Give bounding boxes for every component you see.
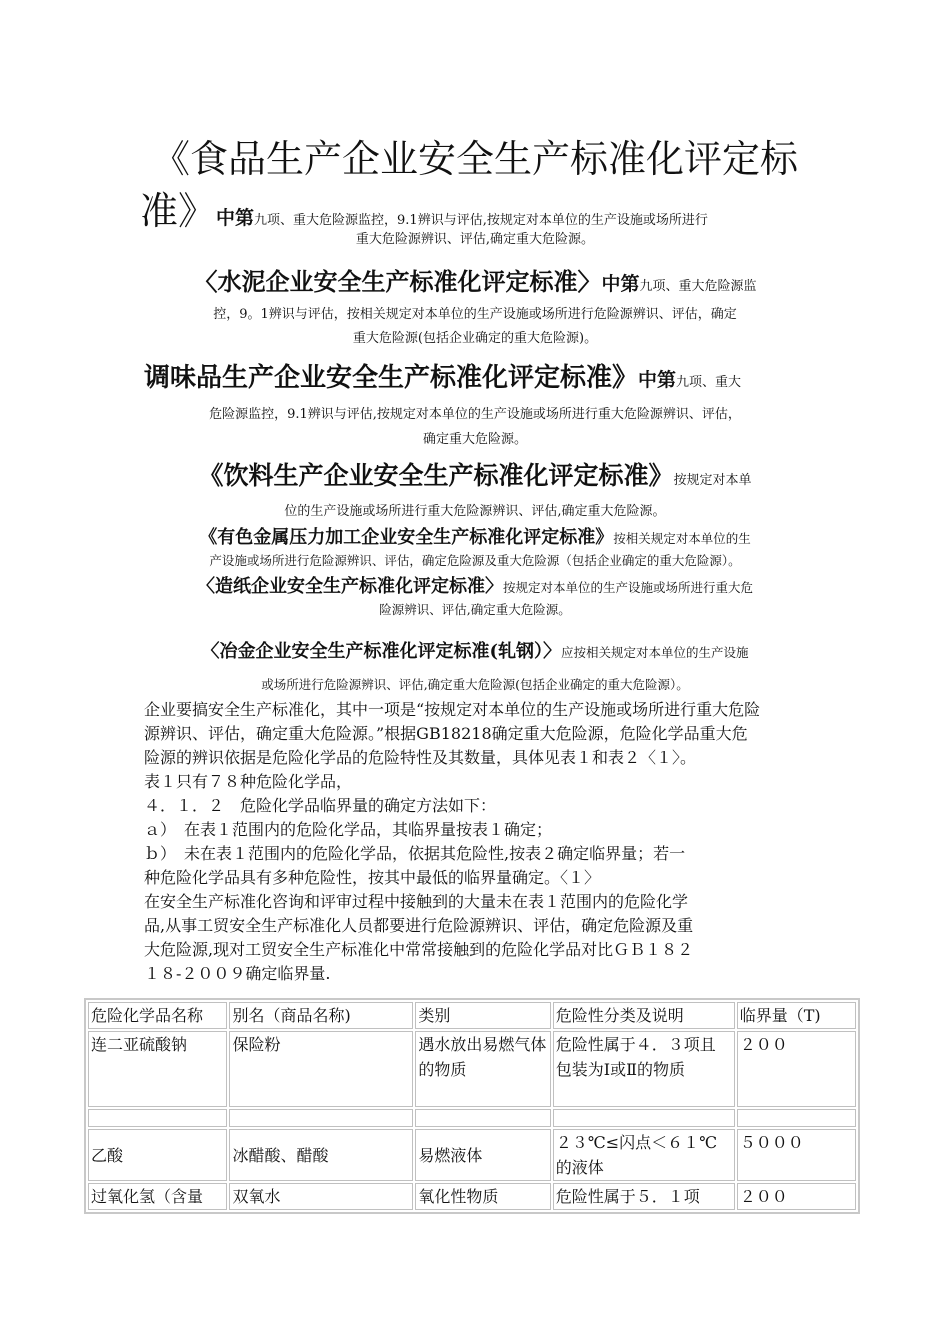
- table-cell: ５０００: [737, 1129, 856, 1181]
- table-cell: 危险性属于５．１项: [553, 1183, 735, 1210]
- title-text: 《食品生产企业安全生产标准化评定标: [151, 137, 798, 178]
- p6-line-1: [140, 572, 810, 598]
- p2-line-1: [140, 262, 810, 296]
- body-line: １８-２００９确定临界量.: [144, 964, 331, 983]
- p4-line-2-text: 位的生产设施或场所进行重大危险源辨识、评估,确定重大危险源。: [284, 504, 666, 519]
- p5-line-1: [140, 523, 810, 549]
- p3-line-2-text: 危险源监控，9.1辨识与评估,按规定对本单位的生产设施或场所进行重大危险源辨识、评估，: [209, 407, 741, 422]
- table-row: [88, 1031, 856, 1107]
- p3-line-1: [144, 357, 814, 393]
- p2-small: 九项、重大危险源监: [639, 279, 757, 294]
- table-cell: 双氧水: [229, 1183, 413, 1210]
- p7-line-1: [140, 637, 810, 663]
- table-cell: [553, 1109, 735, 1127]
- body-line: 源辨识、评估，确定重大危险源。”根据GB18218确定重大危险源，危险化学品重大危: [144, 724, 748, 743]
- body-line: 种危险化学品具有多种危险性，按其中最低的临界量确定。〈１〉: [144, 868, 601, 887]
- header-cell: 别名（商品名称): [229, 1002, 413, 1029]
- p2-mid: 中第: [601, 273, 640, 295]
- table-cell: 危险性属于４．３项且包装为Ⅰ或Ⅱ的物质: [553, 1031, 735, 1107]
- body-line: ４．１．２ 危险化学品临界量的确定方法如下：: [144, 796, 497, 815]
- title-text-end: 准》: [140, 189, 217, 228]
- p5-small: 按相关规定对本单位的生: [613, 531, 751, 546]
- table-cell: 冰醋酸、醋酸: [229, 1129, 413, 1181]
- header-cell: 临界量（T): [737, 1002, 856, 1029]
- table-cell: 遇水放出易燃气体的物质: [415, 1031, 550, 1107]
- p2-line-3-text: 重大危险源(包括企业确定的重大危险源)。: [352, 331, 598, 346]
- p7-heading: 〈冶金企业安全生产标准化评定标准(轧钢）〉: [201, 641, 561, 662]
- header-cell: 类别: [415, 1002, 550, 1029]
- table-cell: ２３℃≤闪点＜６１℃的液体: [553, 1129, 735, 1181]
- table-cell: [88, 1109, 227, 1127]
- table-cell: ２００: [737, 1183, 856, 1210]
- body-line: ａ） 在表１范围内的危险化学品，其临界量按表１确定；: [144, 820, 553, 839]
- p5-line-2-text: 产设施或场所进行危险源辨识、评估，确定危险源及重大危险源（包括企业确定的重大危险源）。: [209, 553, 741, 568]
- p3-mid: 中第: [638, 369, 677, 391]
- title-mid: 中第: [216, 207, 255, 228]
- body-line: 表１只有７８种危险化学品，: [144, 772, 353, 791]
- title-line-3-text: 重大危险源辨识、评估,确定重大危险源。: [355, 232, 595, 247]
- chemicals-table: [84, 998, 860, 1214]
- p3-line-3-text: 确定重大危险源。: [422, 432, 527, 447]
- table-cell: 保险粉: [229, 1031, 413, 1107]
- p7-small: 应按相关规定对本单位的生产设施: [561, 645, 749, 660]
- body-line: 企业要搞安全生产标准化，其中一项是“按规定对本单位的生产设施或场所进行重大危险: [144, 700, 761, 719]
- table-row: [88, 1109, 856, 1127]
- p6-line-2: [140, 600, 810, 620]
- p7-line-2-text: 或场所进行危险源辨识、评估,确定重大危险源(包括企业确定的重大危险源）。: [261, 677, 689, 692]
- table-row: [88, 1183, 856, 1210]
- table-cell: 乙酸: [88, 1129, 227, 1181]
- p4-line-2: [140, 500, 810, 520]
- body-line: ｂ） 未在表１范围内的危险化学品，依据其危险性,按表２确定临界量；若一: [144, 844, 686, 863]
- header-cell: 危险化学品名称: [88, 1002, 227, 1029]
- p7-line-2: [140, 675, 810, 695]
- body-line: 品,从事工贸安全生产标准化人员都要进行危险源辨识、评估，确定危险源及重: [144, 916, 694, 935]
- p3-heading: 调味品生产企业安全生产标准化评定标准》: [144, 363, 639, 393]
- body-line: 险源的辨识依据是危险化学品的危险特性及其数量，具体见表１和表２〈１〉。: [144, 748, 697, 767]
- p6-small: 按规定对本单位的生产设施或场所进行重大危: [502, 580, 753, 595]
- title-line-1: [120, 128, 830, 178]
- table-row: [88, 1129, 856, 1181]
- title-line-2: [140, 180, 820, 228]
- body-line: 在安全生产标准化咨询和评审过程中接触到的大量未在表１范围内的危险化学: [144, 892, 689, 911]
- table-cell: [737, 1109, 856, 1127]
- table-header-row: [88, 1002, 856, 1029]
- body-line: 大危险源,现对工贸安全生产标准化中常常接触到的危险化学品对比ＧＢ１８２: [144, 940, 694, 959]
- p2-line-2: [140, 303, 810, 323]
- p3-line-2: [140, 403, 810, 423]
- table-cell: [415, 1109, 550, 1127]
- title-small: 九项、重大危险源监控，9.1辨识与评估,按规定对本单位的生产设施或场所进行: [254, 213, 708, 228]
- p2-heading: 〈水泥企业安全生产标准化评定标准〉: [193, 267, 602, 296]
- p6-line-2-text: 险源辨识、评估,确定重大危险源。: [379, 602, 571, 617]
- p4-small: 按规定对本单: [673, 473, 752, 488]
- table-cell: 过氧化氢（含量: [88, 1183, 227, 1210]
- table-cell: ２００: [737, 1031, 856, 1107]
- table-cell: 氧化性物质: [415, 1183, 550, 1210]
- p2-line-3: [140, 327, 810, 347]
- table-cell: 易燃液体: [415, 1129, 550, 1181]
- p5-heading: 《有色金属压力加工企业安全生产标准化评定标准》: [199, 527, 614, 548]
- p3-line-3: [140, 428, 810, 448]
- p5-line-2: [140, 551, 810, 571]
- header-cell: 危险性分类及说明: [553, 1002, 735, 1029]
- p4-line-1: [140, 456, 810, 492]
- table-cell: [229, 1109, 413, 1127]
- title-line-3: [140, 228, 810, 248]
- p4-heading: 《饮料生产企业安全生产标准化评定标准》: [198, 461, 674, 490]
- p3-small: 九项、重大: [676, 375, 742, 390]
- body-text: [144, 698, 824, 986]
- table-cell: 连二亚硫酸钠: [88, 1031, 227, 1107]
- p2-line-2-text: 控，9。1辨识与评估，按相关规定对本单位的生产设施或场所进行危险源辨识、评估，确定: [213, 307, 737, 322]
- p6-heading: 〈造纸企业安全生产标准化评定标准〉: [196, 576, 503, 597]
